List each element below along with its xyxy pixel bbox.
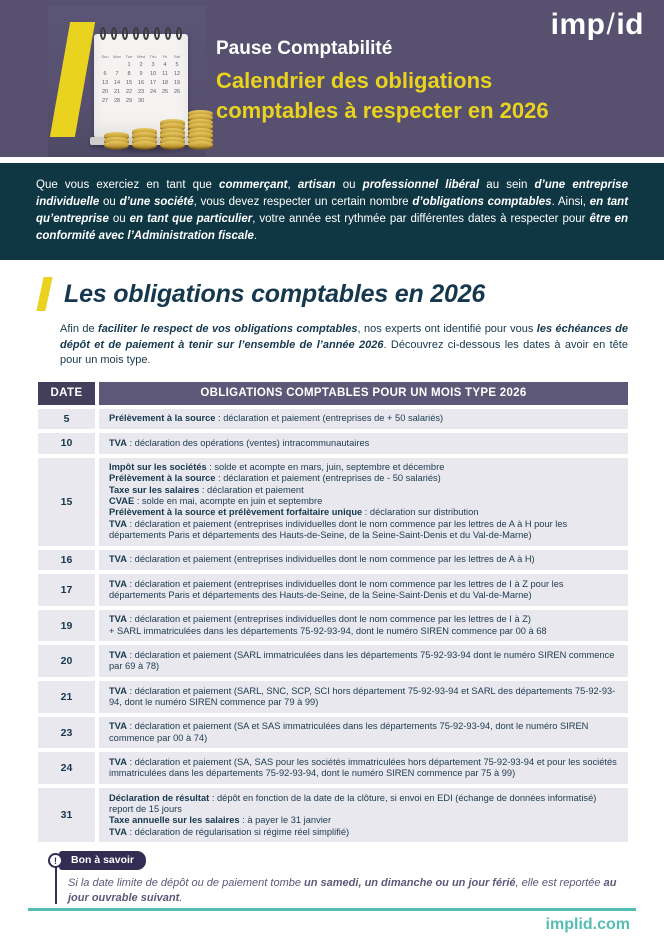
obligation-item: CVAE : solde en mai, acompte en juin et septembre [109,496,323,507]
table-header-row [38,382,628,405]
main-content [0,260,664,906]
table-row [38,788,628,842]
date-cell: 31 [38,788,95,842]
obligations-cell [99,788,628,842]
footer-divider [28,908,636,911]
table-row [38,409,628,429]
obligation-item: TVA : déclaration et paiement (SARL, SNC, SCP, SCI hors département 75-92-93-94 et SARL des départements 75-92-93-94, dont le numéro SIREN commence par 79 à 99) [109,685,616,707]
column-header-obligations: OBLIGATIONS COMPTABLES POUR UN MOIS TYPE 2026 [99,382,628,405]
obligation-item: TVA : déclaration et paiement (entreprises individuelles dont le nom commence par les lettres de A à H) [109,554,535,565]
obligation-item: TVA : déclaration de régularisation si régime réel simplifié) [109,826,350,837]
obligations-cell [99,717,628,749]
column-header-date: DATE [38,382,95,405]
table-row [38,433,628,453]
document-title [216,66,549,127]
coin-icon [132,141,157,148]
obligation-item: TVA : déclaration et paiement (entreprises individuelles dont le nom commence par les lettres de A à H pour les départements Paris et départements des Hauts-de-Seine, de la Seine-Saint-Denis et du Val-de-Marne) [109,518,568,541]
date-cell: 20 [38,645,95,677]
calendar-grid: Sun Mon Tue Wed Thu Fri Sat 1 2 3 4 5 6 7 8 9 10 11 12 13 14 15 16 17 18 19 20 21 22 23 24 25 26 27 28 29 30 [101,54,181,104]
obligation-item: + SARL immatriculées dans les départements 75-92-93-94, dont le numéro SIREN commence par 00 à 68 [109,625,547,636]
table-row [38,574,628,606]
coin-stack [188,112,213,148]
obligations-table [38,382,628,843]
section-intro-paragraph: Afin de faciliter le respect de vos obligations comptables, nos experts ont identifié pour vous les échéances de dépôt et de paiement à tenir sur l’ensemble de l’année 2026. Découvrez ci-dessous les dates à avoir en tête pour un mois type. [60,323,629,367]
obligation-item: TVA : déclaration et paiement (entreprises individuelles dont le nom commence par les lettres de I à Z pour les départements Paris et départements des Hauts-de-Seine, de la Seine-Saint-Denis et du Val-de-Marne) [109,578,564,600]
document-title-line2: comptables à respecter en 2026 [216,98,549,124]
coin-icon [160,141,185,148]
header-illustration [48,6,206,157]
table-row [38,550,628,570]
coin-stack [104,135,129,149]
table-row [38,681,628,713]
obligation-item: Prélèvement à la source : déclaration et paiement (entreprises de - 50 salariés) [109,473,441,484]
date-cell: 21 [38,681,95,713]
header-banner [0,0,664,157]
section-header [38,277,628,311]
table-row [38,717,628,749]
obligation-item: TVA : déclaration et paiement (SA et SAS immatriculées dans les départements 75-92-93-94, dont le numéro SIREN commence par 00 à 74) [109,721,589,743]
obligation-item: Déclaration de résultat : dépôt en fonction de la date de la clôture, si envoi en EDI (échange de données informatisé) report de 15 jours [109,792,597,814]
logo-slash-icon: / [606,8,616,41]
note-text: Si la date limite de dépôt ou de paiement tombe un samedi, un dimanche ou un jour férié, elle est reportée au jour ouvrable suivant. [68,877,617,905]
obligation-item: Prélèvement à la source et prélèvement forfaitaire unique : déclaration sur distribution [109,507,479,518]
section-title: Les obligations comptables en 2026 [64,279,486,308]
obligations-cell [99,574,628,606]
obligation-item: Taxe sur les salaires : déclaration et paiement [109,484,304,495]
obligations-cell [99,433,628,453]
obligation-item: Prélèvement à la source : déclaration et paiement (entreprises de + 50 salariés) [109,413,444,424]
obligations-cell [99,752,628,784]
date-cell: 16 [38,550,95,570]
table-body [38,409,628,843]
table-row [38,752,628,784]
header-kicker: Pause Comptabilité [216,38,393,59]
obligations-cell [99,681,628,713]
obligation-item: TVA : déclaration des opérations (ventes) intracommunautaires [109,437,370,448]
date-cell: 10 [38,433,95,453]
obligation-item: TVA : déclaration et paiement (SA, SAS pour les sociétés immatriculées hors département 75-92-93-94 et pour les sociétés immatriculées dans les départements 75-92-93-94, dont le numéro SIREN commence par 75 à 99) [109,756,617,779]
date-cell: 5 [38,409,95,429]
note-badge-label: Bon à savoir [59,851,146,870]
obligations-cell [99,409,628,429]
intro-paragraph: Que vous exerciez en tant que commerçant, artisan ou professionnel libéral au sein d’une entreprise individuelle ou d’une société, vous devez respecter un certain nombre d’obligations comptables. Ainsi, en tant qu’entreprise ou en tant que particulier, votre année est rythmée par différentes dates à respecter pour être en conformité avec l’Administration fiscale. [36,179,629,243]
obligation-item: Impôt sur les sociétés : solde et acompte en mars, juin, septembre et décembre [109,462,445,473]
good-to-know-note [48,851,628,906]
obligations-cell [99,458,628,546]
obligations-cell [99,550,628,570]
table-row [38,645,628,677]
yellow-slash-decoration [36,277,52,311]
table-row [38,458,628,546]
date-cell: 24 [38,752,95,784]
table-row [38,610,628,642]
obligation-item: TVA : déclaration et paiement (entreprises individuelles dont le nom commence par les lettres de I à Z) [109,614,532,625]
coin-icon [104,141,129,148]
obligations-cell [99,610,628,642]
coin-icon [188,141,213,148]
date-cell: 19 [38,610,95,642]
coin-stack [160,121,185,148]
yellow-slash-decoration [50,22,95,137]
intro-band [0,163,664,260]
date-cell: 23 [38,717,95,749]
implid-logo: imp/id [550,8,644,41]
date-cell: 17 [38,574,95,606]
document-title-line1: Calendrier des obligations [216,68,493,93]
exclamation-icon: ! [48,853,63,868]
obligation-item: Taxe annuelle sur les salaires : à payer le 31 janvier [109,815,332,826]
date-cell: 15 [38,458,95,546]
obligations-cell [99,645,628,677]
obligation-item: TVA : déclaration et paiement (SARL immatriculées dans les départements 75-92-93-94 dont le numéro SIREN commence par 69 à 78) [109,649,615,672]
footer-website-link[interactable]: implid.com [545,916,630,933]
spiral-binding-icon [100,27,182,40]
coin-stack [132,130,157,148]
note-badge [48,851,628,870]
